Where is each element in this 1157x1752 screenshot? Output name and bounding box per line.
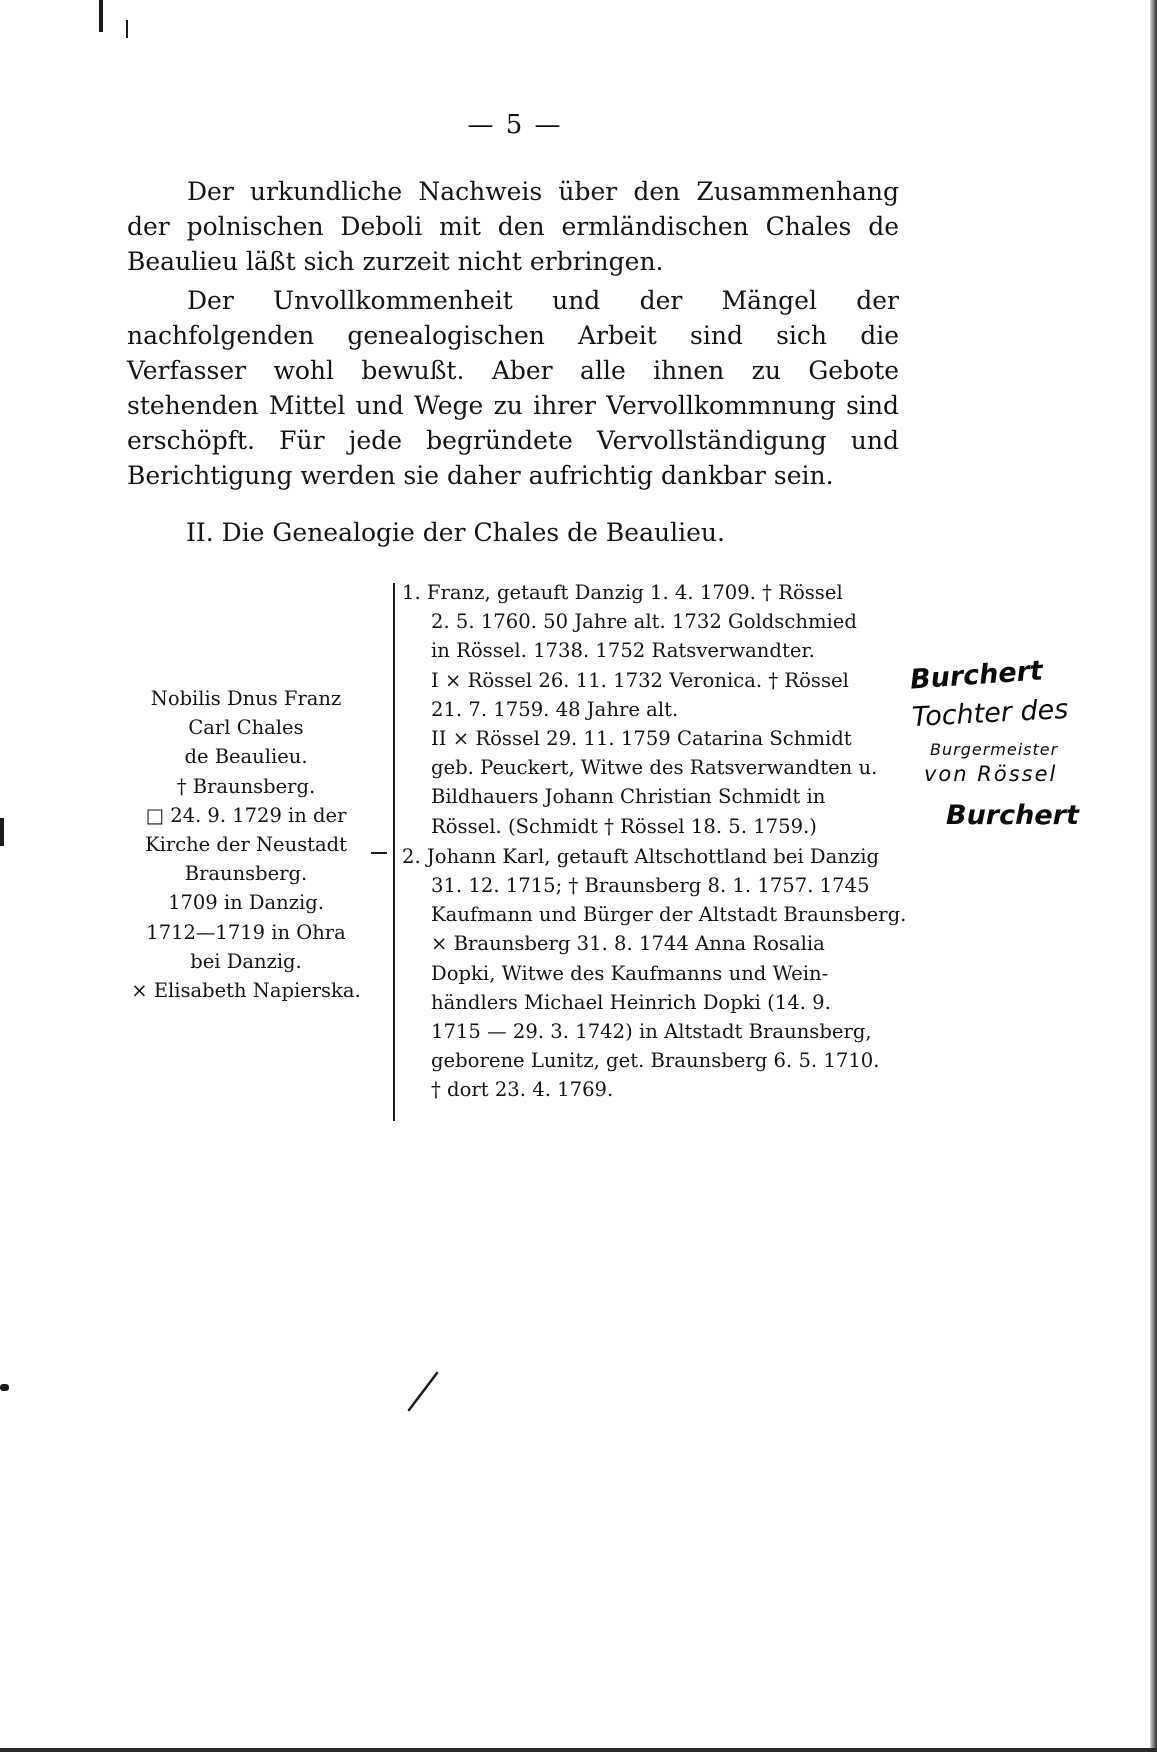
- child-entry-johann-karl: [402, 842, 907, 1105]
- scan-speck: [99, 0, 103, 32]
- child-line: Rössel. (Schmidt † Rössel 18. 5. 1759.): [431, 814, 817, 838]
- pencil-slash-mark: [405, 1370, 441, 1414]
- child-line: 2. 5. 1760. 50 Jahre alt. 1732 Goldschmied: [431, 610, 857, 634]
- handwritten-note-line: Burchert: [946, 800, 1079, 831]
- ancestor-line: de Beaulieu.: [184, 745, 308, 769]
- child-line: 1715 — 29. 3. 1742) in Altstadt Braunsberg,: [431, 1020, 872, 1044]
- genealogy-bracket: [393, 583, 395, 1121]
- ancestor-line: bei Danzig.: [190, 949, 302, 973]
- handwritten-note-line: von Rössel: [924, 762, 1058, 786]
- child-line: geb. Peuckert, Witwe des Ratsverwandten u.: [431, 756, 878, 780]
- intro-paragraph-2: [127, 283, 899, 493]
- child-line: 1. Franz, getauft Danzig 1. 4. 1709. † Rössel: [402, 581, 843, 604]
- ancestor-line: 1709 in Danzig.: [168, 891, 324, 915]
- ancestor-line: □ 24. 9. 1729 in der: [145, 803, 347, 827]
- child-line: händlers Michael Heinrich Dopki (14. 9.: [431, 990, 831, 1014]
- ancestor-entry: [122, 684, 370, 1005]
- ancestor-line: Braunsberg.: [184, 862, 308, 886]
- intro-paragraph-1: [127, 174, 899, 279]
- ancestor-line: Kirche der Neustadt: [145, 833, 347, 857]
- ancestor-line: † Braunsberg.: [176, 774, 316, 798]
- scan-speck: [126, 20, 128, 38]
- child-line: II × Rössel 29. 11. 1759 Catarina Schmidt: [431, 727, 852, 751]
- handwritten-note-line: Tochter des: [911, 693, 1070, 734]
- page-number: — 5 —: [467, 110, 563, 140]
- children-list: [402, 578, 907, 1105]
- child-line: Kaufmann und Bürger der Altstadt Braunsberg.: [431, 903, 907, 927]
- child-line: 2. Johann Karl, getauft Altschottland bei Danzig: [402, 844, 880, 868]
- child-line: † dort 23. 4. 1769.: [431, 1078, 614, 1102]
- ancestor-line: Nobilis Dnus Franz: [150, 687, 342, 710]
- section-heading: II. Die Genealogie der Chales de Beaulieu.: [186, 518, 725, 547]
- child-line: × Braunsberg 31. 8. 1744 Anna Rosalia: [431, 932, 825, 956]
- child-line: geborene Lunitz, get. Braunsberg 6. 5. 1710.: [431, 1049, 880, 1073]
- child-line: I × Rössel 26. 11. 1732 Veronica. † Rössel: [431, 668, 849, 692]
- ancestor-line: 1712—1719 in Ohra: [146, 920, 346, 944]
- ancestor-line: × Elisabeth Napierska.: [131, 979, 361, 1003]
- paragraph-text: Der urkundliche Nachweis über den Zusammenhang der polnischen Deboli mit den ermländischen Chales de Beaulieu läßt sich zurzeit nicht erbringen.: [127, 177, 899, 276]
- ancestor-line: Carl Chales: [188, 716, 304, 740]
- child-line: in Rössel. 1738. 1752 Ratsverwandter.: [431, 639, 815, 663]
- child-line: Dopki, Witwe des Kaufmanns und Wein-: [431, 961, 829, 985]
- scan-speck: [0, 818, 4, 846]
- child-line: Bildhauers Johann Christian Schmidt in: [431, 785, 826, 809]
- child-line: 21. 7. 1759. 48 Jahre alt.: [431, 697, 679, 721]
- genealogy-bracket-stem: [371, 852, 387, 854]
- child-line: 31. 12. 1715; † Braunsberg 8. 1. 1757. 1745: [431, 874, 870, 898]
- child-entry-franz: [402, 578, 900, 841]
- handwritten-note-line: Burchert: [909, 655, 1044, 696]
- paragraph-text: Der Unvollkommenheit und der Mängel der nachfolgenden genealogischen Arbeit sind sich die Verfasser wohl bewußt. Aber alle ihnen zu Gebote stehenden Mittel und Wege zu ihrer Vervollkommnung sind erschöpft. Für jede begründete Vervollständigung und Berichtigung werden sie daher aufrichtig dankbar sein.: [127, 286, 899, 490]
- scan-bottom-edge: [0, 1748, 1157, 1752]
- handwritten-note-line: Burgermeister: [930, 740, 1059, 759]
- scan-edge: [1150, 0, 1157, 1752]
- scan-speck: [0, 1384, 9, 1391]
